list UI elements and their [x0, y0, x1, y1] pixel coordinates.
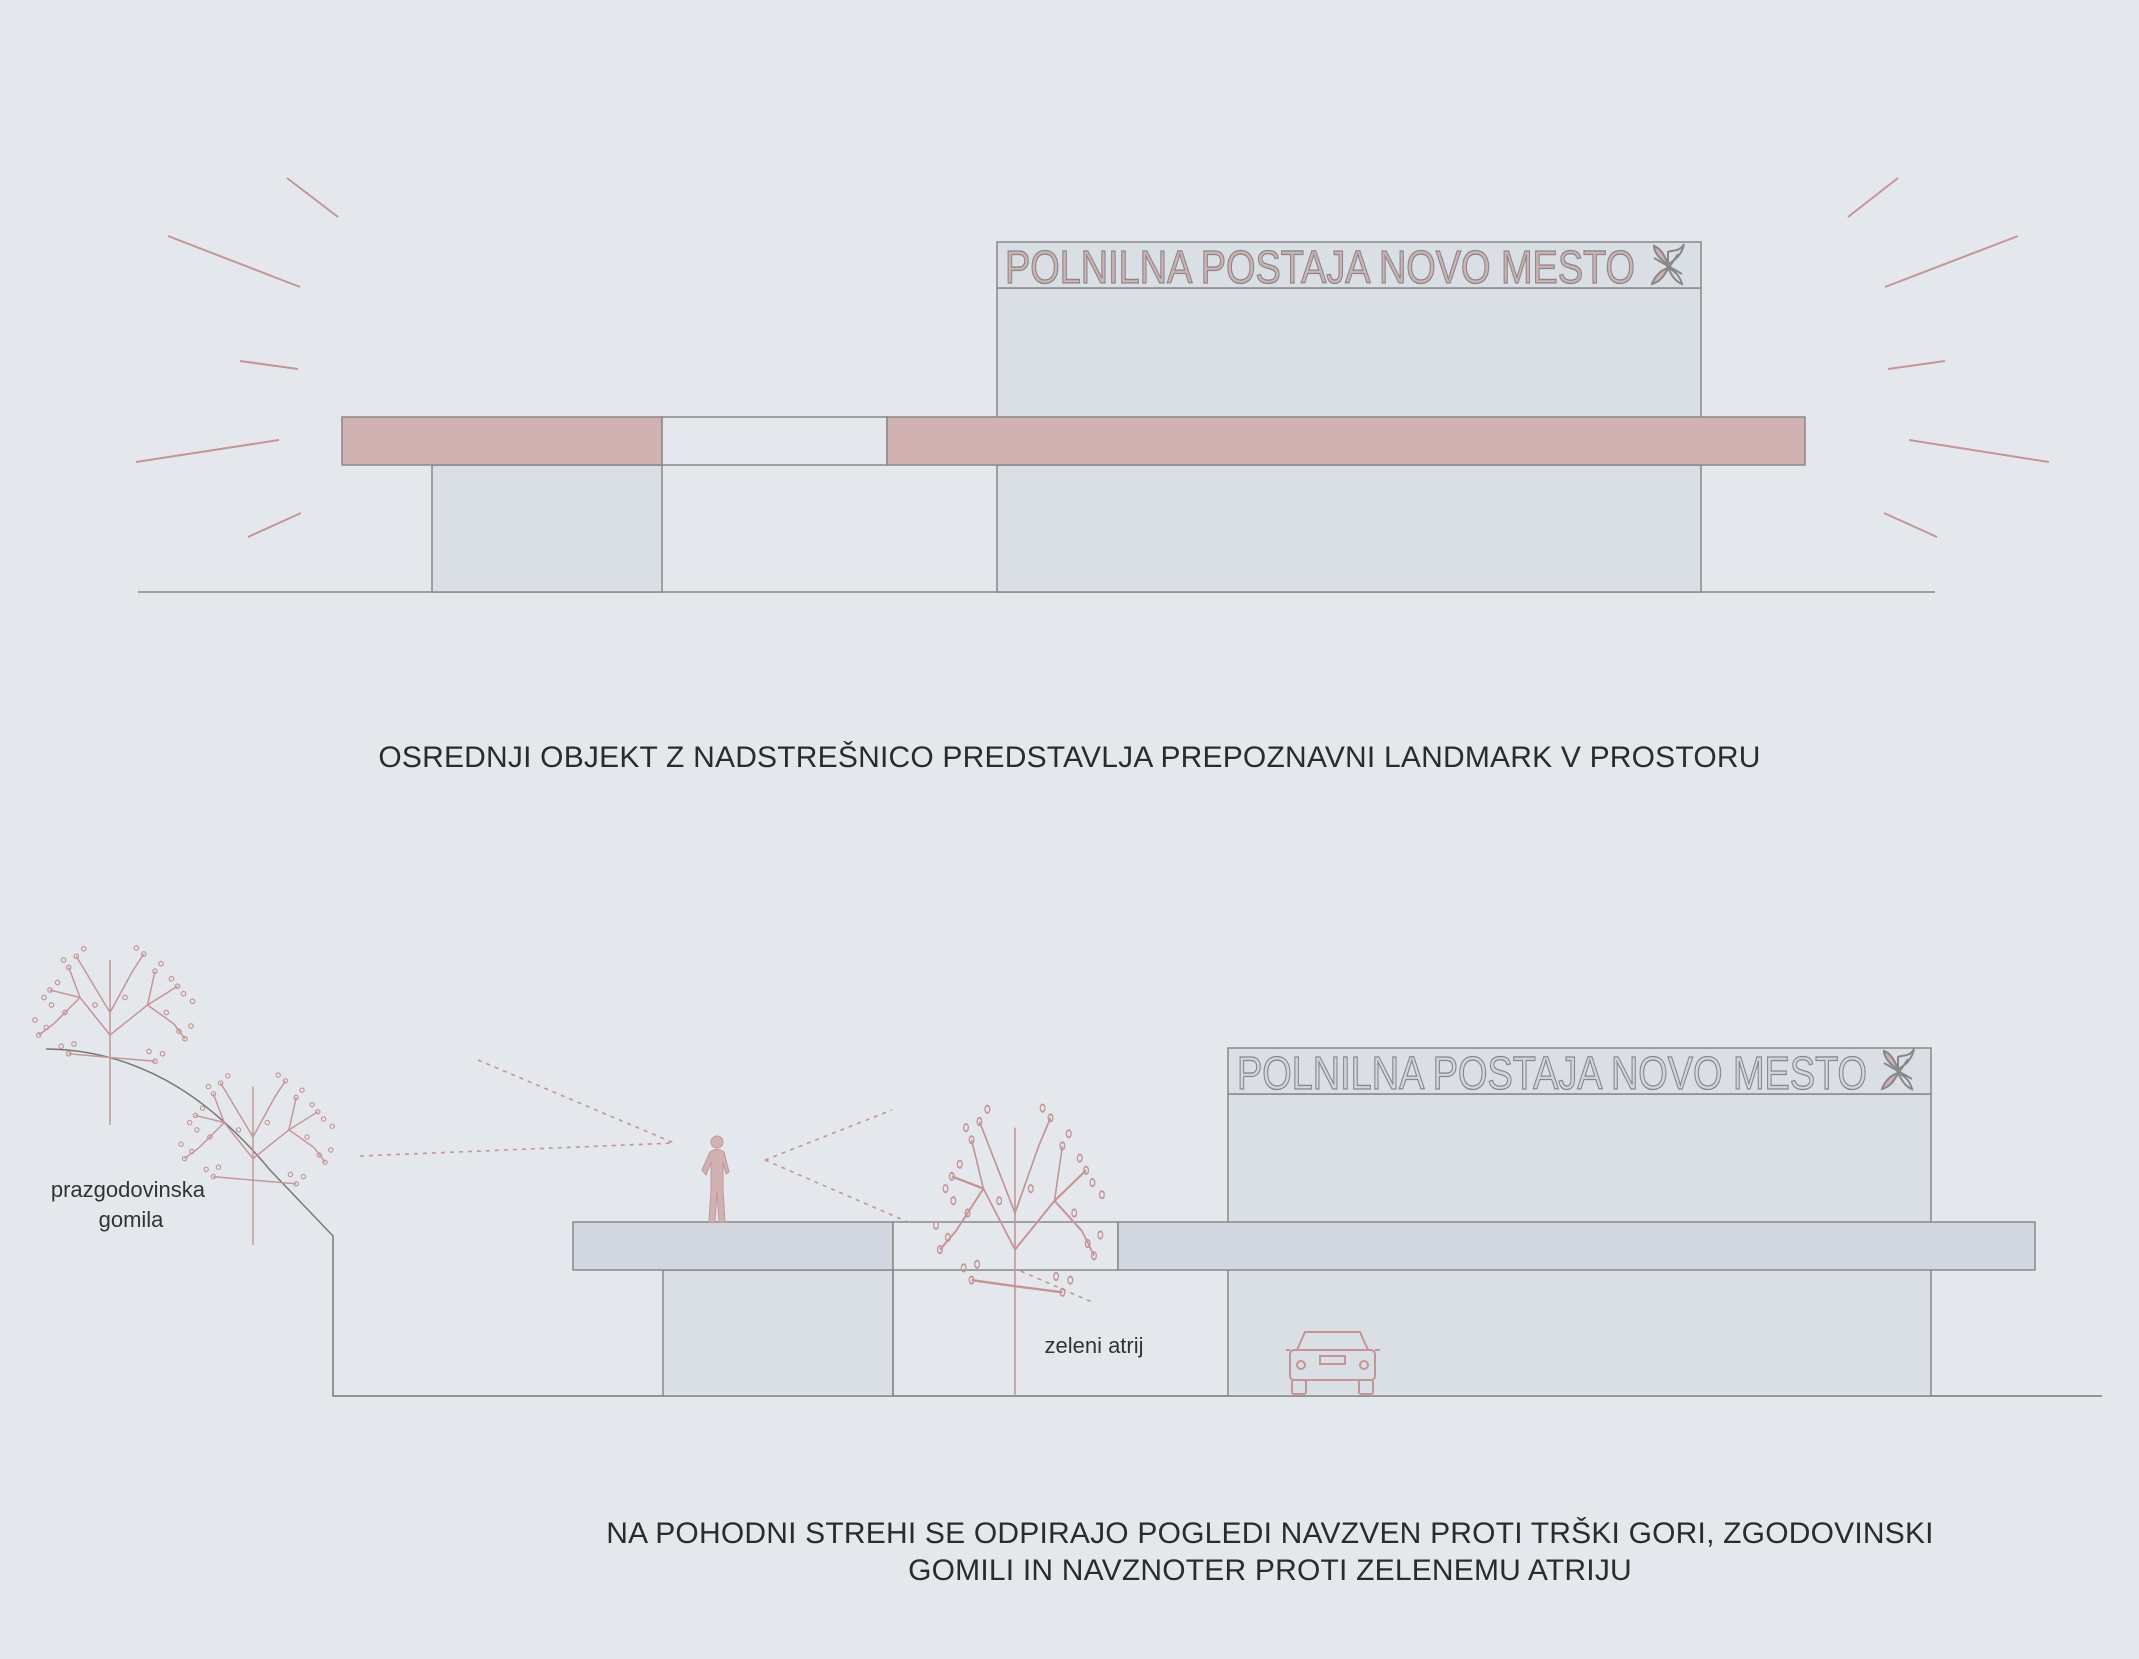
tree-icon [179, 1073, 335, 1245]
person-icon [702, 1136, 729, 1222]
roof-atrium-opening [893, 1222, 1118, 1270]
atrium-label: zeleni atrij [1044, 1333, 1144, 1358]
bottom-caption [560, 1515, 1980, 1589]
canopy-right [887, 417, 1805, 465]
walkable-roof-left [573, 1222, 893, 1270]
left-pavilion [663, 1270, 893, 1396]
top-elevation [136, 178, 2049, 592]
bottom-caption-line2: GOMILI IN NAVZNOTER PROTI ZELENEMU ATRIJU [908, 1554, 1632, 1587]
sign-text: POLNILNA POSTAJA NOVO MESTO [1237, 1047, 1867, 1099]
tree-icon [33, 946, 195, 1125]
walkable-roof-right [1118, 1222, 2035, 1270]
bottom-caption-line1: NA POHODNI STREHI SE ODPIRAJO POGLEDI NAVZVEN PROTI TRŠKI GORI, ZGODOVINSKI [606, 1517, 1934, 1550]
top-caption: OSREDNJI OBJEKT Z NADSTREŠNICO PREDSTAVLJA PREPOZNAVNI LANDMARK V PROSTORU [378, 741, 1761, 774]
left-pavilion [432, 465, 662, 592]
canopy-left [342, 417, 662, 465]
mound-label: prazgodovinska gomila [50, 1177, 205, 1232]
sign-text: POLNILNA POSTAJA NOVO MESTO [1005, 241, 1635, 293]
bottom-section [33, 946, 2102, 1396]
canopy-opening [662, 417, 887, 465]
